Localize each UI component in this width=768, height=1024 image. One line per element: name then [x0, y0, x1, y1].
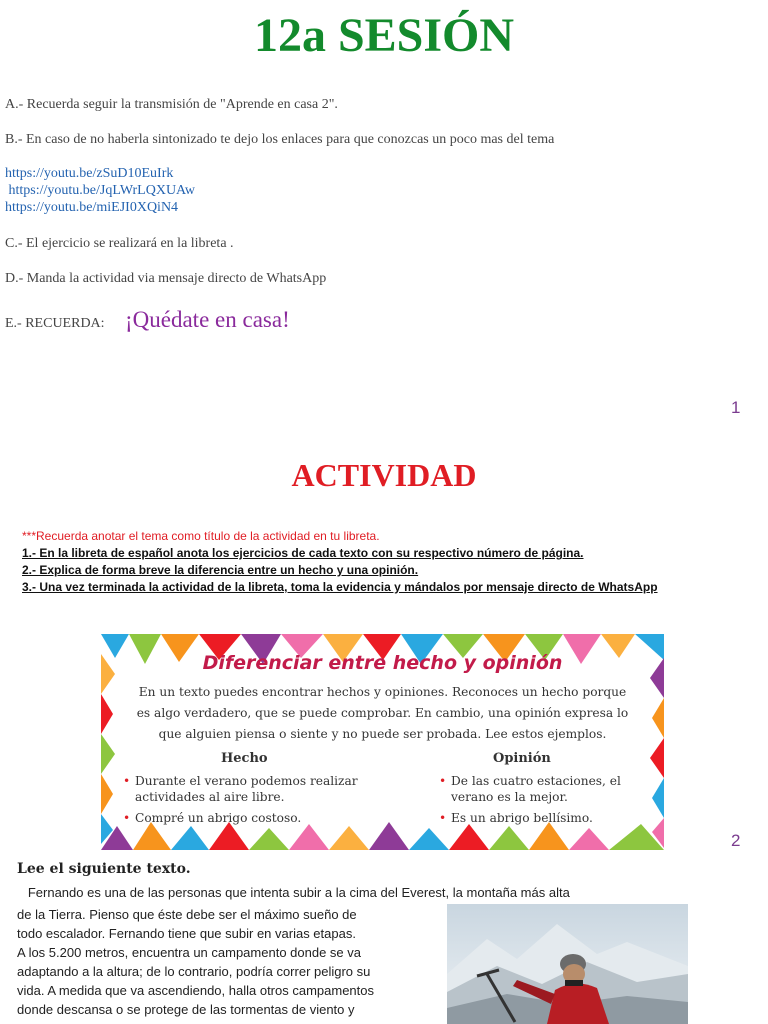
opinion-list — [439, 773, 639, 831]
hecho-header: Hecho — [221, 751, 268, 766]
instruction-a: A.- Recuerda seguir la transmisión de "Aprende en casa 2". — [5, 97, 338, 112]
reading-line: adaptando a la altura; de lo contrario, podría correr peligro su — [17, 964, 371, 979]
reading-line: A los 5.200 metros, encuentra un campamento donde se va — [17, 945, 361, 960]
card-content — [113, 648, 652, 836]
video-link-1[interactable]: https://youtu.be/zSuD10EuIrk — [5, 166, 174, 181]
activity-note: ***Recuerda anotar el tema como título de la actividad en tu libreta. — [22, 529, 380, 543]
instruction-e-label: E.- RECUERDA: — [5, 316, 105, 331]
reading-line: todo escalador. Fernando tiene que subir en varias etapas. — [17, 926, 356, 941]
card-intro-line: En un texto puedes encontrar hechos y opiniones. Reconoces un hecho porque — [138, 685, 627, 699]
card-intro-line: que alguien piensa o siente y no puede ser probada. Lee estos ejemplos. — [158, 727, 607, 741]
opinion-item: • Es un abrigo bellísimo. — [439, 810, 639, 826]
activity-task-2: 2.- Explica de forma breve la diferencia entre un hecho y una opinión. — [22, 563, 419, 577]
hecho-item: • Durante el verano podemos realizar actividades al aire libre. — [123, 773, 373, 805]
card-intro — [123, 682, 642, 745]
page-number-1: 1 — [731, 398, 741, 417]
reading-line: vida. A medida que va ascendiendo, halla otros campamentos — [17, 983, 375, 998]
opinion-header: Opinión — [493, 751, 551, 766]
card-intro-line: es algo verdadero, que se puede comprobar. En cambio, una opinión expresa lo — [136, 706, 629, 720]
hecho-list — [123, 773, 373, 831]
reading-line: Fernando es una de las personas que intenta subir a la cima del Everest, la montaña más alta — [17, 885, 570, 900]
reading-line: donde descansa o se protege de las tormentas de viento y — [17, 1002, 355, 1017]
activity-task-3: 3.- Una vez terminada la actividad de la libreta, toma la evidencia y mándalos por mensaje directo de WhatsApp — [22, 580, 658, 594]
video-link-3[interactable]: https://youtu.be/miEJI0XQiN4 — [5, 200, 179, 215]
instruction-b: B.- En caso de no haberla sintonizado te dejo los enlaces para que conozcas un poco mas del tema — [5, 132, 555, 147]
activity-title: ACTIVIDAD — [291, 457, 477, 493]
activity-task-1: 1.- En la libreta de español anota los ejercicios de cada texto con su respectivo número de página. — [22, 546, 584, 560]
hecho-item: • Compré un abrigo costoso. — [123, 810, 373, 826]
instruction-d: D.- Manda la actividad via mensaje directo de WhatsApp — [5, 271, 327, 286]
reading-line: de la Tierra. Pienso que éste debe ser el máximo sueño de — [17, 907, 357, 922]
instruction-c: C.- El ejercicio se realizará en la libreta . — [5, 236, 234, 251]
reading-title: Lee el siguiente texto. — [17, 861, 191, 877]
video-link-2[interactable]: https://youtu.be/JqLWrLQXUAw — [5, 183, 195, 198]
page-number-2: 2 — [731, 831, 741, 850]
card-title: Diferenciar entre hecho y opinión — [202, 652, 563, 674]
climber-photo — [447, 904, 688, 1024]
stay-home-quote: ¡Quédate en casa! — [125, 307, 290, 332]
opinion-item: • De las cuatro estaciones, el verano es la mejor. — [439, 773, 639, 805]
climber-illustration — [447, 904, 688, 1024]
fact-opinion-card — [101, 634, 664, 850]
session-title: 12a SESIÓN — [253, 9, 515, 62]
